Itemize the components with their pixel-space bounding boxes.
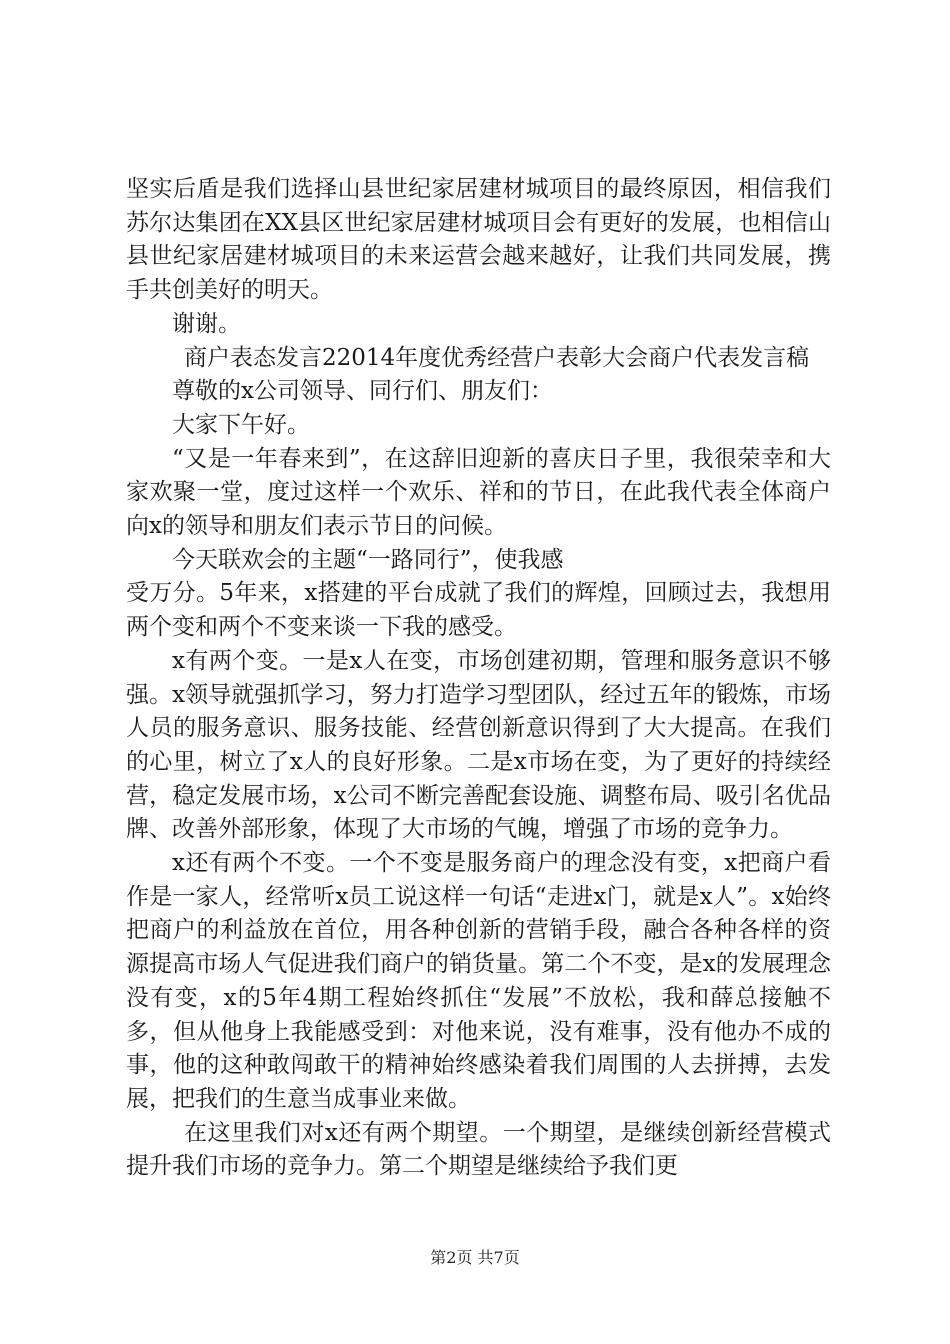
paragraph-closing-remarks: 坚实后盾是我们选择山县世纪家居建材城项目的最终原因，相信我们苏尔达集团在XX县区世纪家居建材城项目会有更好的发展，也相信山县世纪家居建材城项目的未来运营会越来越好，让我们共同发展，携手共创美好的明天。: [126, 176, 831, 304]
paragraph-speech-title: 商户表态发言22014年度优秀经营户表彰大会商户代表发言稿: [184, 344, 810, 371]
paragraph-two-changes: x有两个变。一是x人在变，市场创建初期，管理和服务意识不够强。x领导就强抓学习，努力打造学习型团队，经过五年的锻炼，市场人员的服务意识、服务技能、经营创新意识得到了大大提高。在我们的心里，树立了x人的良好形象。二是x市场在变，为了更好的持续经营，稳定发展市场，x公司不断完善配套设施、调整布局、吸引名优品牌、改善外部形象，体现了大市场的气魄，增强了市场的竞争力。: [126, 647, 831, 843]
paragraph-reflection: 受万分。5年来，x搭建的平台成就了我们的辉煌，回顾过去，我想用两个变和两个不变来谈一下我的感受。: [126, 580, 831, 641]
document-body: [126, 173, 831, 1184]
paragraph-greeting: 大家下午好。: [172, 411, 310, 438]
paragraph-thanks: 谢谢。: [172, 310, 241, 337]
paragraph-festive-opening: “又是一年春来到”，在这辞旧迎新的喜庆日子里，我很荣幸和大家欢聚一堂，度过这样一个欢乐、祥和的节日，在此我代表全体商户向x的领导和朋友们表示节日的问候。: [126, 445, 831, 540]
page-number-indicator: 第2页 共7页: [430, 1248, 520, 1267]
paragraph-salutation: 尊敬的x公司领导、同行们、朋友们：: [172, 378, 553, 405]
paragraph-two-constants: x还有两个不变。一个不变是服务商户的理念没有变，x把商户看作是一家人，经常听x员工说这样一句话“走进x门，就是x人”。x始终把商户的利益放在首位，用各种创新的营销手段，融合各种各样的资源提高市场人气促进我们商户的销货量。第二个不变，是x的发展理念没有变，x的5年4期工程始终抓住“发展”不放松，我和薛总接触不多，但从他身上我能感受到：对他来说，没有难事，没有他办不成的事，他的这种敢闯敢干的精神始终感染着我们周围的人去拼搏，去发展，把我们的生意当成事业来做。: [126, 850, 831, 1112]
paragraph-expectations: 在这里我们对x还有两个期望。一个期望，是继续创新经营模式提升我们市场的竞争力。第二个期望是继续给予我们更: [126, 1119, 831, 1180]
paragraph-theme: 今天联欢会的主题“一路同行”，使我感: [172, 546, 564, 573]
